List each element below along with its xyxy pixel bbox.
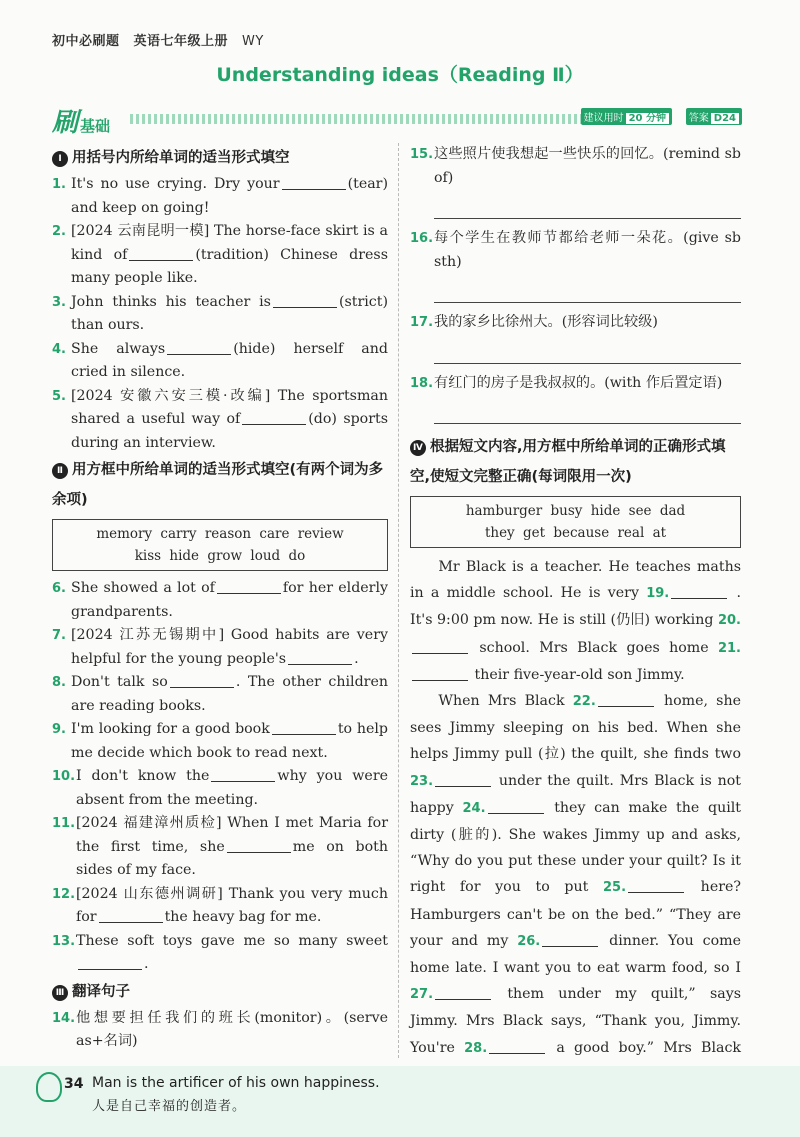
page-footer	[0, 1066, 800, 1137]
translation-answer-line[interactable]	[434, 343, 741, 364]
question-9: 9. I'm looking for a good book to help me decide which book to read next.	[52, 721, 388, 761]
answer-blank[interactable]	[435, 985, 491, 1000]
word-box-4: hamburger busy hide see dad they get because real at	[410, 496, 741, 548]
passage-text: Mr Black is a teacher. He teaches maths in a middle school. He is very	[410, 559, 741, 602]
column-divider	[398, 143, 399, 1058]
page-title: Understanding ideas（Reading Ⅱ）	[216, 64, 584, 86]
blank-number: 22.	[572, 694, 596, 710]
blank-number: 25.	[602, 880, 627, 896]
answer-blank[interactable]	[99, 908, 163, 923]
answer-blank[interactable]	[217, 579, 281, 594]
left-column	[52, 143, 388, 1091]
question-14: 14. 他想要担任我们的班长(monitor)。(serve as+名词)	[52, 1009, 388, 1049]
answer-blank[interactable]	[488, 799, 544, 814]
passage-text: school. Mrs Black goes home	[470, 639, 718, 656]
right-column	[410, 143, 741, 1088]
answer-blank[interactable]	[167, 340, 231, 355]
question-6: 6. She showed a lot of for her elderly grandparents.	[52, 580, 389, 620]
passage-text: their five-year-old son Jimmy.	[470, 666, 685, 683]
question-3: 3. John thinks his teacher is (strict) than ours.	[52, 293, 388, 333]
section-logo: 刷基础	[52, 108, 111, 138]
question-7: 7. [2024 江苏无锡期中] Good habits are very helpful for the young people's .	[52, 627, 388, 667]
question-11: 11. [2024 福建漳州质检] When I met Maria for the first time, she me on both sides of my face.	[52, 815, 389, 878]
blank-number: 20.	[717, 613, 741, 629]
answer-blank[interactable]	[628, 878, 684, 893]
blank-number: 21.	[717, 640, 741, 656]
question-12: 12. [2024 山东德州调研] Thank you very much for the heavy bag for me.	[52, 885, 388, 925]
question-1: 1. It's no use crying. Dry your (tear) and keep on going!	[52, 176, 388, 216]
passage-text: under the quilt. Mrs Black is not happy	[410, 772, 741, 816]
passage-text: they can make the quilt dirty (脏的). She wakes Jimmy up and asks, “Why do you put these under your quilt? Is it right for you to put	[410, 799, 741, 896]
section-bar	[52, 102, 742, 138]
answer-blank[interactable]	[78, 955, 142, 970]
passage-text: them under my quilt,” says Jimmy. Mrs Black says, “Thank you, Jimmy. You're	[410, 986, 741, 1056]
translation-answer-line[interactable]	[434, 198, 741, 219]
question-5: 5. [2024 安徽六安三模·改编] The sportsman shared a useful way of (do) sports during an interview.	[52, 387, 388, 451]
answer-blank[interactable]	[272, 720, 336, 735]
answer-blank[interactable]	[542, 932, 598, 947]
word-box-2: memory carry reason care review kiss hide grow loud do	[52, 519, 388, 571]
question-13: 13. These soft toys gave me so many sweet.	[52, 932, 388, 972]
section-4-heading: Ⅳ 根据短文内容,用方框中所给单词的正确形式填空,使短文完整正确(每词限用一次)	[410, 439, 726, 485]
passage-text: home, she sees Jimmy sleeping on his bed. When she helps Jimmy pull (拉) the quilt, she finds two	[410, 693, 741, 763]
answer-blank[interactable]	[211, 767, 275, 782]
quote-english: Man is the artificer of his own happiness.	[92, 1075, 380, 1091]
question-4: 4. She always (hide) herself and cried in silence.	[52, 340, 388, 380]
answer-blank[interactable]	[671, 584, 727, 599]
passage-text: When Mrs Black	[438, 693, 573, 710]
blank-number: 24.	[462, 800, 486, 816]
answer-blank[interactable]	[288, 650, 352, 665]
answer-blank[interactable]	[273, 293, 337, 308]
section-3-heading: Ⅲ 翻译句子	[52, 977, 388, 1007]
answer-blank[interactable]	[598, 692, 654, 707]
passage-text: here? Hamburgers can't be on the bed.” “They are your and my	[410, 879, 741, 949]
question-15: 15. 这些照片使我想起一些快乐的回忆。(remind sb of)	[410, 146, 741, 186]
answer-blank[interactable]	[412, 639, 468, 654]
section-2-heading: Ⅱ 用方框中所给单词的适当形式填空(有两个词为多余项)	[52, 462, 384, 508]
question-16: 16. 每个学生在教师节都给老师一朵花。(give sb sth)	[410, 230, 741, 270]
passage-paragraph-2	[410, 688, 741, 1088]
blank-number: 19.	[646, 586, 670, 602]
quote-chinese: 人是自己幸福的创造者。	[92, 1099, 247, 1114]
lightbulb-icon	[36, 1072, 62, 1102]
question-2: 2. [2024 云南昆明一模] The horse-face skirt is a kind of (tradition) Chinese dress many people like.	[52, 223, 388, 286]
blank-number: 27.	[410, 987, 434, 1003]
passage-text: dinner. You come home late. I want you to eat warm food, so I	[410, 932, 742, 977]
page-number: 34	[64, 1076, 84, 1092]
answer-blank[interactable]	[227, 838, 291, 853]
book-name: 初中必刷题	[52, 34, 120, 49]
section-1-heading: Ⅰ 用括号内所给单词的适当形式填空	[52, 143, 388, 173]
translation-answer-line[interactable]	[434, 282, 741, 303]
question-10: 10. I don't know the why you were absent from the meeting.	[52, 768, 388, 808]
dotted-divider	[130, 114, 582, 124]
answer-blank[interactable]	[242, 410, 306, 425]
passage-text: . It's 9:00 pm now. He is still (仍旧) working	[410, 585, 741, 629]
answer-page: 答案 D24	[686, 108, 742, 125]
suggested-time: 建议用时 20 分钟	[581, 108, 672, 125]
question-8: 8. Don't talk so . The other children are reading books.	[52, 674, 388, 714]
answer-blank[interactable]	[282, 175, 346, 190]
edition: WY	[242, 34, 264, 49]
blank-number: 28.	[464, 1040, 488, 1056]
answer-blank[interactable]	[489, 1039, 545, 1054]
page-header	[52, 30, 278, 49]
question-17: 17. 我的家乡比徐州大。(形容词比较级)	[410, 314, 658, 330]
blank-number: 26.	[517, 933, 541, 949]
blank-number: 23.	[410, 773, 434, 789]
answer-blank[interactable]	[129, 246, 193, 261]
question-18: 18. 有红门的房子是我叔叔的。(with 作后置定语)	[410, 374, 723, 391]
answer-blank[interactable]	[170, 673, 234, 688]
subject-name: 英语七年级上册	[133, 34, 229, 49]
answer-blank[interactable]	[435, 772, 491, 787]
passage-text: a good boy.” Mrs Black	[556, 1039, 741, 1056]
answer-blank[interactable]	[412, 666, 468, 681]
translation-answer-line[interactable]	[434, 403, 741, 424]
passage-paragraph-1	[410, 554, 741, 688]
